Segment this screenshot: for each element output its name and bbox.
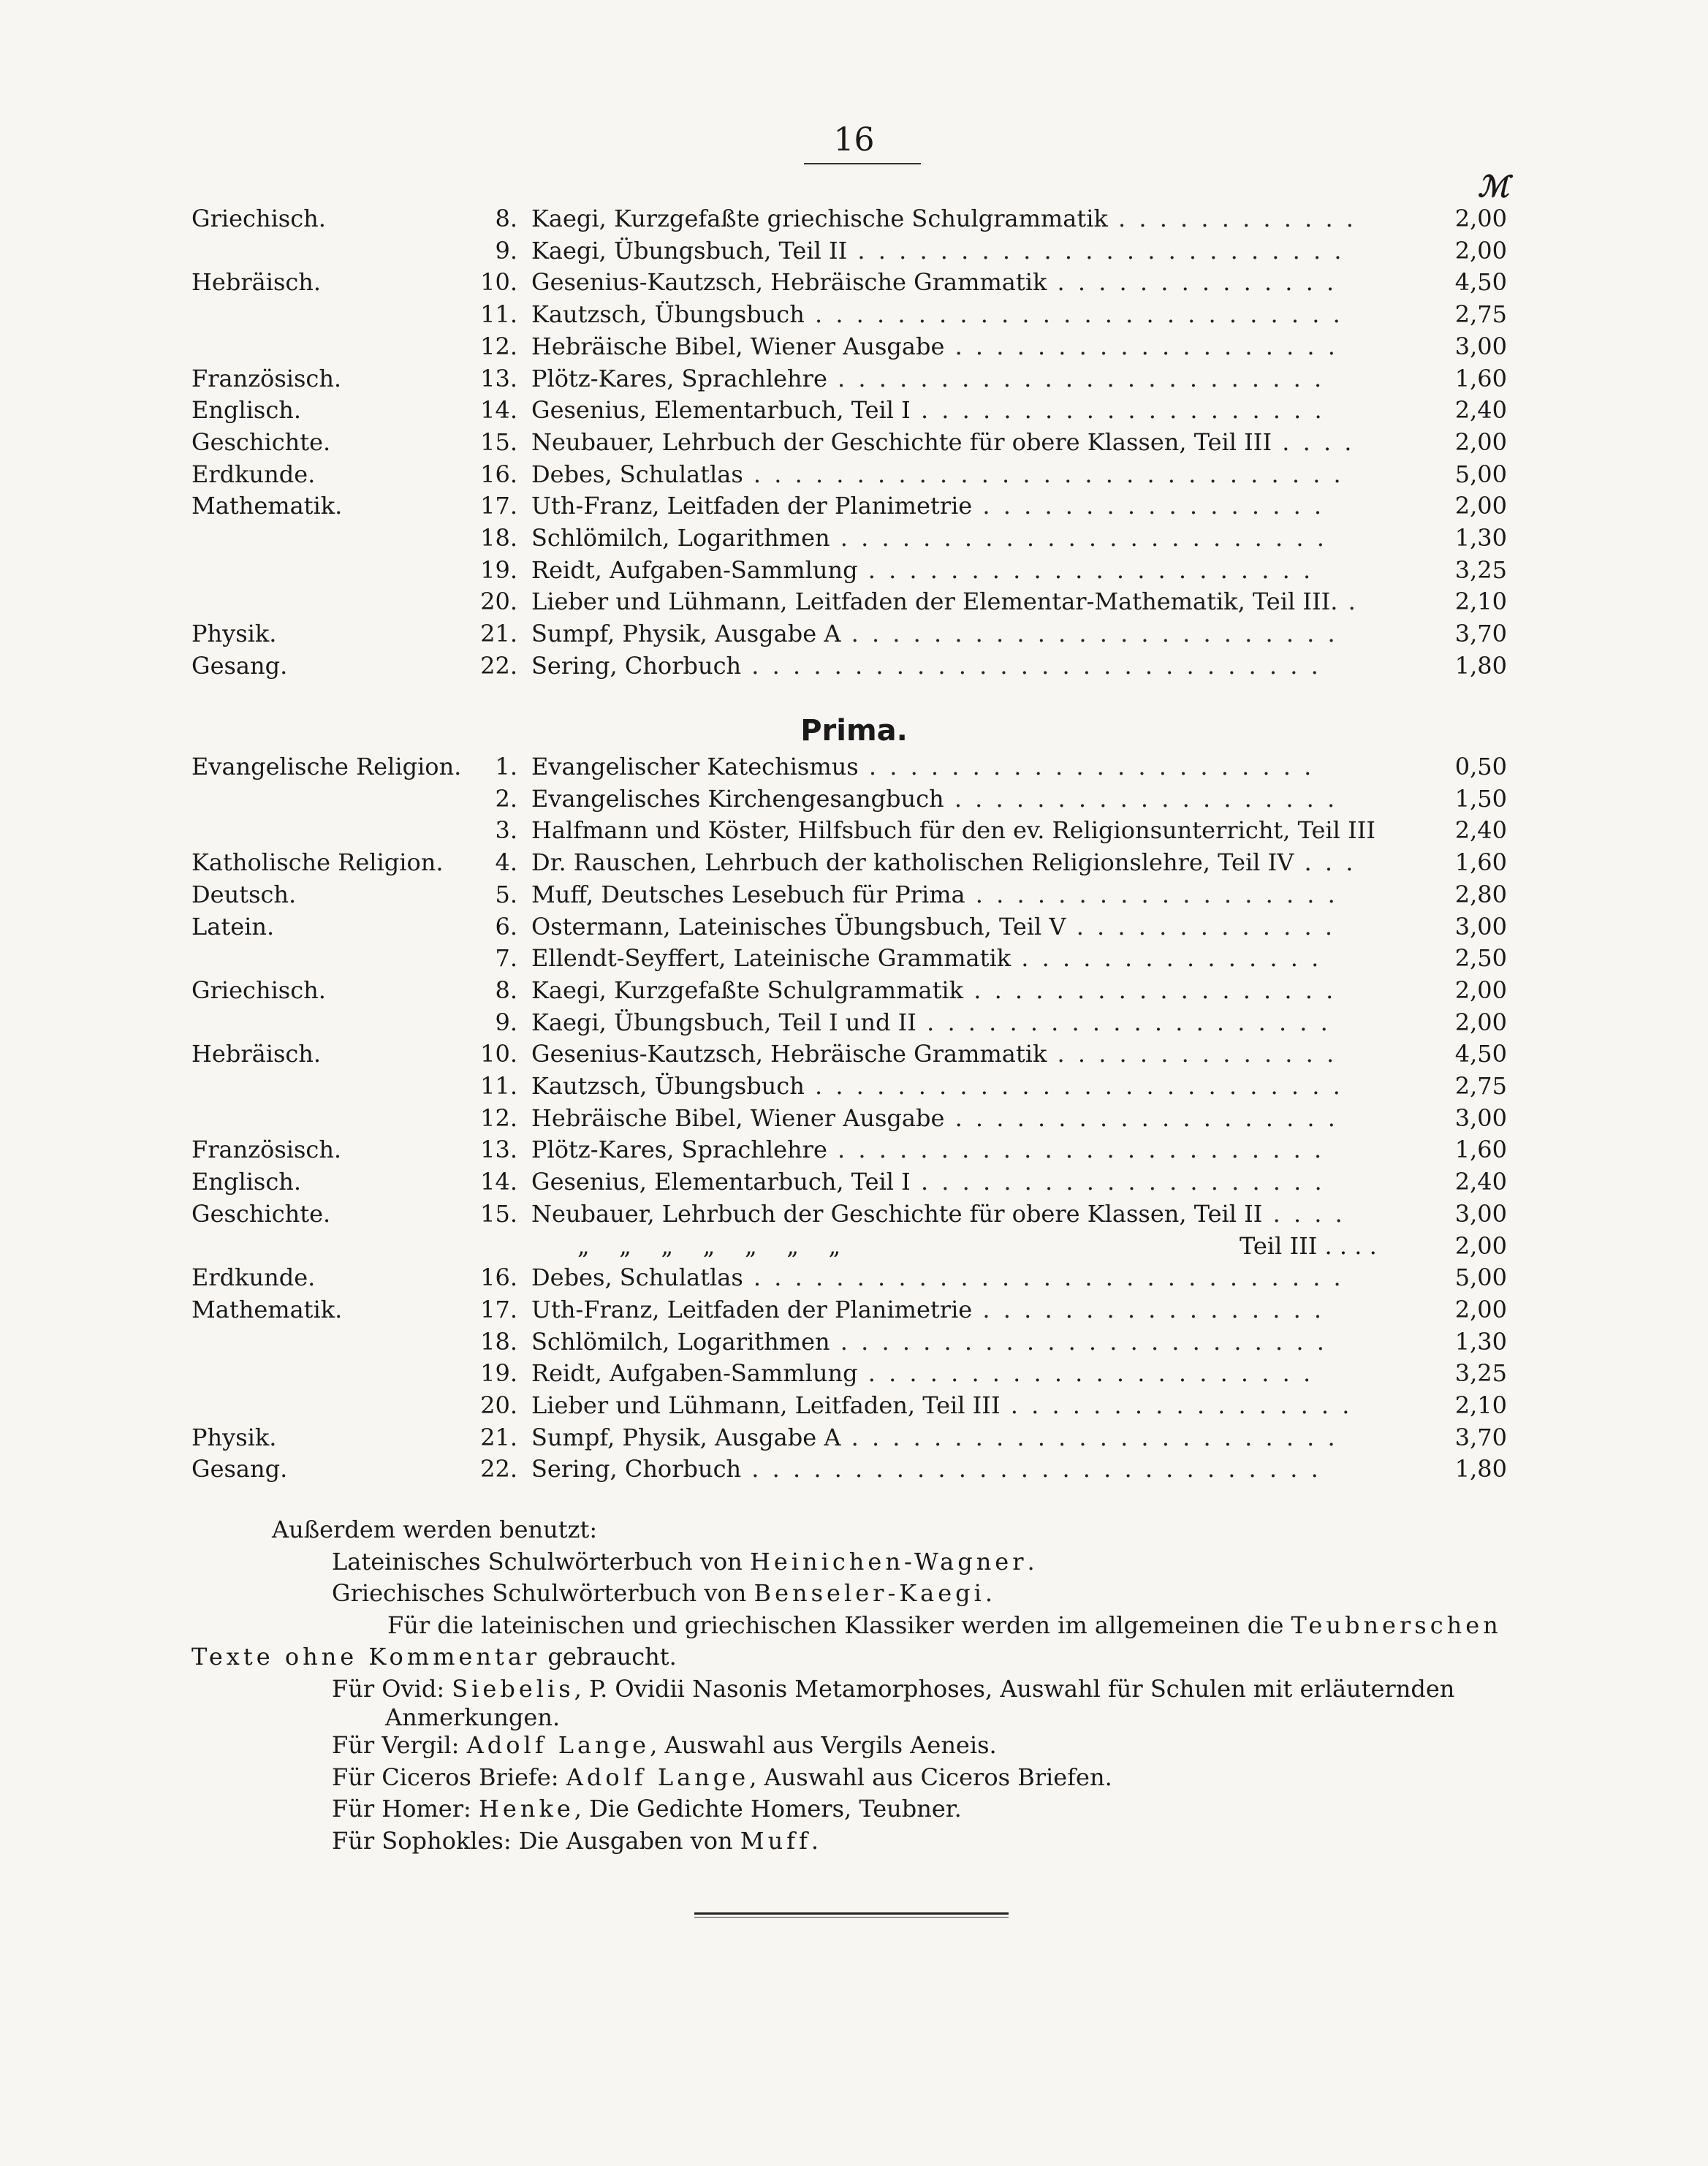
leader-dots: . . . . . . . . . . . . . . . . . . . . . . . . (840, 1423, 1338, 1451)
number-cell: 20. (480, 588, 517, 616)
number-cell: 5. (495, 880, 517, 908)
number-cell: 17. (480, 492, 517, 520)
number-cell: 20. (480, 1391, 517, 1419)
subject-cell: Evangelische Religion. (191, 753, 462, 780)
number-cell: 19. (480, 555, 517, 584)
leader-dots: . . . . . . . . . . . . . . . . . . . . . . . . (827, 364, 1325, 392)
title-cell (531, 426, 1498, 458)
title-cell (531, 554, 1498, 586)
leader-dots: . . . . . . . . . . . . . . . . . . . . . . . . . . . . . (743, 460, 1344, 488)
number-cell: 2. (495, 784, 517, 813)
price-cell: 3,00 (1454, 1103, 1507, 1132)
leader-dots: . . . . . . . . . . . . . . . . . . . (944, 332, 1338, 360)
table-row (0, 878, 1708, 911)
note-homer: Für Homer: Henke, Die Gedichte Homers, Teubner. (332, 1795, 962, 1823)
title-cell (531, 1293, 1498, 1326)
leader-dots: . . . . . . . . . . . . . . . (1011, 944, 1322, 973)
number-cell: 14. (480, 396, 517, 425)
title-cell (531, 458, 1498, 490)
leader-dots: . . . . (1262, 1199, 1345, 1228)
subject-cell: Gesang. (191, 651, 288, 680)
note-ovid: Für Ovid: Siebelis, P. Ovidii Nasonis Metamorphoses, Auswahl für Schulen mit erläuternden (332, 1674, 1455, 1703)
number-cell: 9. (495, 236, 517, 265)
subject-cell: Englisch. (191, 1168, 302, 1196)
price-cell: 1,30 (1454, 524, 1507, 552)
subject-cell: Französisch. (191, 364, 342, 392)
subject-cell: Griechisch. (191, 976, 326, 1004)
title-text: Sumpf, Physik, Ausgabe A (531, 620, 841, 648)
table-row (0, 426, 1708, 458)
ditto-tail: Teil III . . . . (1240, 1231, 1377, 1260)
title-text: Ellendt-Seyffert, Lateinische Grammatik (531, 944, 1011, 973)
title-cell (531, 490, 1498, 522)
title-cell (531, 330, 1498, 362)
title-text: Kaegi, Übungsbuch, Teil I und II (531, 1008, 916, 1036)
note-klassiker-line1: Für die lateinischen und griechischen Klassiker werden im allgemeinen die Teubnerschen (387, 1611, 1502, 1639)
title-text: Gesenius-Kautzsch, Hebräische Grammatik (531, 1040, 1047, 1068)
title-cell (531, 618, 1498, 650)
title-cell (531, 266, 1498, 298)
title-cell (531, 846, 1498, 878)
leader-dots: . . . . . . . . . . . . . . . . . . . . . . (857, 555, 1314, 584)
page-number-rule (804, 163, 921, 164)
title-text: Lieber und Lühmann, Leitfaden, Teil III (531, 1391, 1001, 1419)
number-cell: 12. (480, 1103, 517, 1132)
table-row (0, 554, 1708, 586)
price-cell: 3,70 (1454, 620, 1507, 648)
page-number: 16 (833, 121, 875, 159)
price-cell: 3,25 (1454, 1359, 1507, 1388)
number-cell: 16. (480, 1264, 517, 1292)
price-cell: 2,40 (1454, 816, 1507, 845)
subject-cell: Griechisch. (191, 205, 326, 232)
subject-cell: Hebräisch. (191, 268, 322, 297)
title-cell (531, 1133, 1498, 1166)
title-text: Sering, Chorbuch (531, 1455, 742, 1483)
price-cell: 2,00 (1454, 492, 1507, 520)
price-cell: 5,00 (1454, 460, 1507, 488)
price-cell: 4,50 (1454, 268, 1507, 297)
notes-block (191, 1514, 1507, 1857)
leader-dots: . . . . . . . . . . . . . . . . . . . . . . . . . . . . . (743, 1264, 1344, 1292)
price-cell: 1,60 (1454, 848, 1507, 877)
price-cell: 3,70 (1454, 1423, 1507, 1451)
number-cell: 1. (495, 753, 517, 780)
table-row (0, 394, 1708, 426)
price-cell: 2,00 (1454, 1008, 1507, 1036)
note-klassiker-line2: Texte ohne Kommentar gebraucht. (191, 1643, 677, 1671)
price-cell: 2,00 (1454, 1231, 1507, 1260)
price-cell: 2,10 (1454, 588, 1507, 616)
number-cell: 13. (480, 1136, 517, 1164)
number-cell: 21. (480, 1423, 517, 1451)
leader-dots: . . . . . . . . . . . . . . (1047, 268, 1337, 297)
price-cell: 1,50 (1454, 784, 1507, 813)
table-row (0, 1421, 1708, 1454)
title-text: Debes, Schulatlas (531, 460, 743, 488)
title-cell (531, 1070, 1498, 1102)
title-text: Schlömilch, Logarithmen (531, 1327, 830, 1356)
title-cell (531, 362, 1498, 395)
title-text: Hebräische Bibel, Wiener Ausgabe (531, 332, 945, 360)
title-text: Plötz-Kares, Sprachlehre (531, 364, 827, 392)
number-cell: 6. (495, 912, 517, 940)
leader-dots: . . . . . . . . . . . . . . . . . . . . . . . . . . . . (741, 1455, 1321, 1483)
price-cell: 2,50 (1454, 944, 1507, 973)
table-row (0, 330, 1708, 362)
title-cell (531, 783, 1498, 815)
leader-dots: . . . . . . . . . . . . . . . . . . . . . . . . (830, 524, 1327, 552)
title-text: Reidt, Aufgaben-Sammlung (531, 555, 858, 584)
note-vergil: Für Vergil: Adolf Lange, Auswahl aus Vergils Aeneis. (332, 1731, 997, 1759)
subject-cell: Mathematik. (191, 1295, 343, 1323)
leader-dots: . . . . . . . . . . . . . . . . . . . . . . . . . . (804, 300, 1343, 329)
price-cell: 2,00 (1454, 1295, 1507, 1323)
title-text: Halfmann und Köster, Hilfsbuch für den ev. Religionsunterricht, Teil III (531, 816, 1375, 845)
number-cell: 19. (480, 1359, 517, 1388)
leader-dots: . . . (1294, 848, 1356, 877)
table-row (0, 522, 1708, 554)
table-row (0, 783, 1708, 815)
table-row (0, 974, 1708, 1006)
leader-dots: . . . . . . . . . . . . . . . . . . . . (910, 1168, 1325, 1196)
table-row (0, 1389, 1708, 1421)
number-cell: 10. (480, 1040, 517, 1068)
title-cell (531, 1453, 1498, 1485)
title-cell (531, 1326, 1498, 1358)
price-cell: 2,10 (1454, 1391, 1507, 1419)
table-row (0, 1070, 1708, 1102)
price-cell: 2,00 (1454, 428, 1507, 456)
table-row (0, 1357, 1708, 1389)
leader-dots: . . . . . . . . . . . . . . . . . . . . . . . . . . (804, 1072, 1343, 1100)
number-cell: 18. (480, 1327, 517, 1356)
table-row (0, 490, 1708, 522)
table-row (0, 618, 1708, 650)
title-text: Uth-Franz, Leitfaden der Planimetrie (531, 1295, 973, 1323)
table-row (0, 650, 1708, 682)
number-cell: 15. (480, 1199, 517, 1228)
price-cell: 2,00 (1454, 205, 1507, 232)
price-cell: 3,00 (1454, 1199, 1507, 1228)
leader-dots: . . . . . . . . . . . . . . (1047, 1040, 1337, 1068)
title-cell (531, 1166, 1498, 1198)
title-text: Sering, Chorbuch (531, 651, 742, 680)
number-cell: 11. (480, 300, 517, 329)
price-cell: 3,25 (1454, 555, 1507, 584)
title-text: Dr. Rauschen, Lehrbuch der katholischen Religionslehre, Teil IV (531, 848, 1294, 877)
leader-dots: . . . . . . . . . . . . . . . . . . . (944, 784, 1338, 813)
table-row (0, 1293, 1708, 1326)
leader-dots: . . . . . . . . . . . . . (1066, 912, 1335, 940)
leader-dots: . . . . . . . . . . . . . . . . . . (963, 976, 1337, 1004)
number-cell: 8. (495, 205, 517, 232)
title-text: Reidt, Aufgaben-Sammlung (531, 1359, 858, 1388)
end-rule (694, 1912, 1009, 1915)
leader-dots: . . . . . . . . . . . . . . . . . . . . . . (858, 753, 1315, 780)
title-cell (531, 1357, 1498, 1389)
leader-dots: . . . . . . . . . . . . . . . . . (972, 1295, 1325, 1323)
leader-dots: . . . . . . . . . . . . . . . . . . (965, 880, 1338, 908)
price-cell: 2,80 (1454, 880, 1507, 908)
number-cell: 4. (495, 848, 517, 877)
note-cicero: Für Ciceros Briefe: Adolf Lange, Auswahl aus Ciceros Briefen. (332, 1763, 1112, 1791)
note-greek-dictionary: Griechisches Schulwörterbuch von Benseler-Kaegi. (332, 1579, 993, 1607)
leader-dots: . . . . . . . . . . . . . . . . . (1000, 1391, 1353, 1419)
number-cell: 14. (480, 1168, 517, 1196)
leader-dots: . . . . . . . . . . . . . . . . . . . (944, 1103, 1338, 1132)
subject-cell: Geschichte. (191, 1199, 331, 1228)
table-row (0, 1166, 1708, 1198)
price-cell: 1,60 (1454, 364, 1507, 392)
title-text: Muff, Deutsches Lesebuch für Prima (531, 880, 965, 908)
leader-dots: . . . . . . . . . . . . . . . . . . . . . . . . (840, 620, 1338, 648)
title-cell (531, 974, 1498, 1006)
title-cell (531, 911, 1498, 943)
table-row (0, 1038, 1708, 1070)
leader-dots: . . . . . . . . . . . . (1107, 205, 1356, 232)
title-cell (531, 814, 1498, 846)
price-cell: 2,40 (1454, 1168, 1507, 1196)
subject-cell: Geschichte. (191, 428, 331, 456)
number-cell: 18. (480, 524, 517, 552)
leader-dots: . . . . . . . . . . . . . . . . . (972, 492, 1325, 520)
leader-dots: . . . . . . . . . . . . . . . . . . . . . . . . (847, 236, 1345, 265)
title-text: Evangelischer Katechismus (531, 753, 859, 780)
subject-cell: Hebräisch. (191, 1040, 322, 1068)
title-cell (531, 522, 1498, 554)
leader-dots: . . . . . . . . . . . . . . . . . . . . . . . . (827, 1136, 1325, 1164)
table-row (0, 235, 1708, 267)
subject-cell: Gesang. (191, 1455, 288, 1483)
number-cell: 21. (480, 620, 517, 648)
title-text: Gesenius, Elementarbuch, Teil I (531, 1168, 911, 1196)
number-cell: 22. (480, 651, 517, 680)
subject-cell: Physik. (191, 1423, 277, 1451)
subject-cell: Englisch. (191, 396, 302, 425)
title-cell (531, 1198, 1498, 1230)
note-latin-dictionary: Lateinisches Schulwörterbuch von Heinichen-Wagner. (332, 1547, 1035, 1576)
table-row (0, 911, 1708, 943)
price-cell: 1,30 (1454, 1327, 1507, 1356)
table-row (0, 266, 1708, 298)
subject-cell: Katholische Religion. (191, 848, 444, 877)
title-text: Ostermann, Lateinisches Übungsbuch, Teil V (531, 912, 1066, 940)
table-row (0, 942, 1708, 974)
leader-dots: . . . . . . . . . . . . . . . . . . . . (910, 396, 1325, 425)
table-row (0, 1261, 1708, 1293)
title-text: Evangelisches Kirchengesangbuch (531, 784, 944, 813)
number-cell: 16. (480, 460, 517, 488)
title-text: Sumpf, Physik, Ausgabe A (531, 1423, 841, 1451)
leader-dots: . . . . (1272, 428, 1355, 456)
title-cell (531, 394, 1498, 426)
table-row (0, 362, 1708, 395)
title-text: Gesenius-Kautzsch, Hebräische Grammatik (531, 268, 1047, 297)
number-cell: 13. (480, 364, 517, 392)
title-text: Uth-Franz, Leitfaden der Planimetrie (531, 492, 973, 520)
title-text: Schlömilch, Logarithmen (531, 524, 830, 552)
table-row (0, 814, 1708, 846)
price-cell: 2,75 (1454, 1072, 1507, 1100)
note-sophokles: Für Sophokles: Die Ausgaben von Muff. (332, 1826, 819, 1855)
title-cell (531, 1102, 1498, 1134)
table-row (0, 750, 1708, 783)
subject-cell: Französisch. (191, 1136, 342, 1164)
subject-cell: Mathematik. (191, 492, 343, 520)
currency-header: ℳ (1478, 170, 1509, 204)
end-rule-thin (694, 1917, 1009, 1918)
table-row (0, 846, 1708, 878)
number-cell: 10. (480, 268, 517, 297)
table-row (0, 458, 1708, 490)
leader-dots: . . . . . . . . . . . . . . . . . . . . . . (857, 1359, 1314, 1388)
title-cell (531, 878, 1498, 911)
title-text: Kaegi, Übungsbuch, Teil II (531, 236, 848, 265)
title-text: Plötz-Kares, Sprachlehre (531, 1136, 827, 1164)
price-cell: 1,80 (1454, 1455, 1507, 1483)
number-cell: 7. (495, 944, 517, 973)
subject-cell: Deutsch. (191, 880, 297, 908)
number-cell: 8. (495, 976, 517, 1004)
title-text: Kaegi, Kurzgefaßte griechische Schulgrammatik (531, 205, 1108, 232)
note-ovid-cont: Anmerkungen. (385, 1703, 561, 1731)
table-row (0, 585, 1708, 618)
title-text: Gesenius, Elementarbuch, Teil I (531, 396, 911, 425)
price-cell: 4,50 (1454, 1040, 1507, 1068)
title-text: Debes, Schulatlas (531, 1264, 743, 1292)
number-cell: 22. (480, 1455, 517, 1483)
number-cell: 3. (495, 816, 517, 845)
title-cell (531, 1261, 1498, 1293)
subject-cell: Erdkunde. (191, 1264, 316, 1292)
price-cell: 2,75 (1454, 300, 1507, 329)
table-row (0, 1006, 1708, 1038)
price-cell: 2,00 (1454, 236, 1507, 265)
leader-dots: . (1337, 588, 1359, 616)
table-row (0, 1102, 1708, 1134)
notes-intro: Außerdem werden benutzt: (272, 1516, 598, 1543)
table-row (0, 298, 1708, 330)
title-text: Hebräische Bibel, Wiener Ausgabe (531, 1103, 945, 1132)
subject-cell: Latein. (191, 912, 275, 940)
title-cell (531, 1038, 1498, 1070)
price-cell: 3,00 (1454, 912, 1507, 940)
title-cell (531, 298, 1498, 330)
leader-dots: . . . . . . . . . . . . . . . . . . . . (916, 1008, 1331, 1036)
title-text: Kautzsch, Übungsbuch (531, 300, 805, 329)
leader-dots: . . . . . . . . . . . . . . . . . . . . . . . . . . . . (741, 651, 1321, 680)
table-row (0, 1133, 1708, 1166)
table-row-ditto (0, 1230, 1708, 1262)
subject-cell: Physik. (191, 620, 277, 648)
title-cell (531, 202, 1498, 235)
price-cell: 2,40 (1454, 396, 1507, 425)
table-row (0, 1198, 1708, 1230)
title-cell (531, 750, 1498, 783)
number-cell: 12. (480, 332, 517, 360)
title-text: Neubauer, Lehrbuch der Geschichte für obere Klassen, Teil II (531, 1199, 1263, 1228)
title-cell (531, 585, 1498, 618)
ditto-marks: „ „ „ „ „ „ „ (577, 1231, 841, 1260)
title-cell (531, 1421, 1498, 1454)
number-cell: 11. (480, 1072, 517, 1100)
number-cell: 15. (480, 428, 517, 456)
price-cell: 5,00 (1454, 1264, 1507, 1292)
number-cell: 9. (495, 1008, 517, 1036)
title-text: Kautzsch, Übungsbuch (531, 1072, 805, 1100)
title-cell (531, 1006, 1498, 1038)
title-text: Kaegi, Kurzgefaßte Schulgrammatik (531, 976, 964, 1004)
title-text: Neubauer, Lehrbuch der Geschichte für obere Klassen, Teil III (531, 428, 1272, 456)
leader-dots: . . . . . . . . . . . . . . . . . . . . . . . . (830, 1327, 1327, 1356)
title-text: Lieber und Lühmann, Leitfaden der Elementar-Mathematik, Teil III. (531, 588, 1338, 616)
price-cell: 1,60 (1454, 1136, 1507, 1164)
price-cell: 3,00 (1454, 332, 1507, 360)
table-row (0, 1453, 1708, 1485)
table-row (0, 1326, 1708, 1358)
price-cell: 2,00 (1454, 976, 1507, 1004)
subject-cell: Erdkunde. (191, 460, 316, 488)
table-row (0, 202, 1708, 235)
title-cell (531, 235, 1498, 267)
section-heading-prima: Prima. (800, 714, 908, 748)
title-cell (531, 1389, 1498, 1421)
number-cell: 17. (480, 1295, 517, 1323)
title-cell (531, 942, 1498, 974)
price-cell: 1,80 (1454, 651, 1507, 680)
price-cell: 0,50 (1454, 753, 1507, 780)
title-cell (531, 650, 1498, 682)
